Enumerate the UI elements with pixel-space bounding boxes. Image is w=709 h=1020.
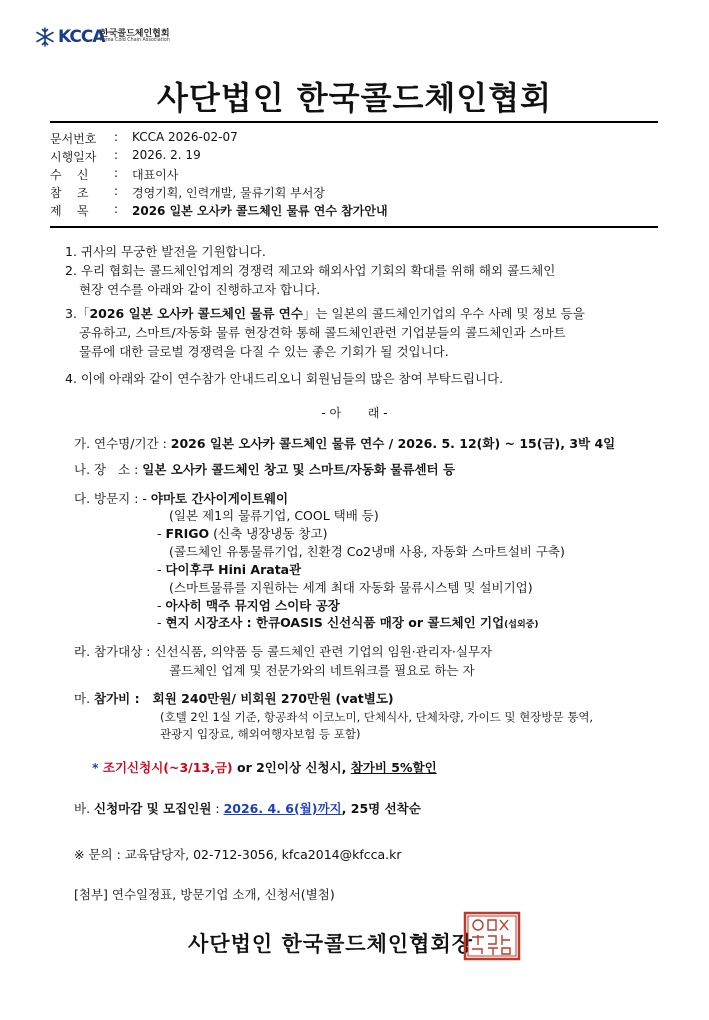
meta-subject: 2026 일본 오사카 콜드체인 물류 연수 참가안내 <box>132 204 388 218</box>
notice-heading: - 아 래 - <box>321 406 388 420</box>
paragraph-2-cont: 현장 연수를 아래와 같이 진행하고자 합니다. <box>79 282 321 297</box>
visit-note: (일본 제1의 물류기업, COOL 택배 등) <box>169 508 379 523</box>
document-meta: 문서번호 : KCCA 2026-02-07 시행일자 : 2026. 2. 19 수 신 : 대표이사 참 조 : 경영기획, 인력개발, 물류기획 부서장 제 목 : 2026 일본 오사카 콜드체인 물류 연수 참가안내 <box>50 130 388 218</box>
item-ba: 바. 신청마감 및 모집인원 : 2026. 4. 6(월)까지, 25명 선착순 <box>74 801 421 816</box>
item-ra: 라. 참가대상 : 신선식품, 의약품 등 콜드체인 관련 기업의 임원·관리자·실무자 <box>74 644 493 659</box>
visit-site: - 다이후쿠 Hini Arata관 <box>157 562 302 577</box>
meta-divider <box>50 226 658 228</box>
item-ma: 마. 참가비 : 회원 240만원/ 비회원 270만원 (vat별도) <box>74 691 394 706</box>
fee-note: (호텔 2인 1실 기준, 항공좌석 이코노미, 단체식사, 단체차량, 가이드 및 현장방문 통역, <box>160 710 594 724</box>
meta-key: 수 신 <box>50 168 89 182</box>
issuer-signature: 사단법인 한국콜드체인협회장 <box>188 932 474 956</box>
deadline-date: 2026. 4. 6(월)까지 <box>223 801 342 816</box>
item-na: 나. 장 소 : 일본 오사카 콜드체인 창고 및 스마트/자동화 물류센터 등 <box>74 462 456 477</box>
meta-value: 2026. 2. 19 <box>132 148 201 162</box>
item-da: 다. 방문지 : - 야마토 간사이게이트웨이 <box>74 491 289 506</box>
logo-korean-name: 한국콜드체인협회 <box>100 29 170 39</box>
paragraph-2: 2. 우리 협회는 콜드체인업계의 경쟁력 제고와 해외사업 기회의 확대를 위해 해외 콜드체인 <box>65 263 556 278</box>
logo-english-name: Korea Cold Chain Association <box>100 38 170 43</box>
meta-key: 문서번호 <box>50 132 97 146</box>
attachment-line: [첨부] 연수일정표, 방문기업 소개, 신청서(별첨) <box>74 887 335 902</box>
visit-site: - 현지 시장조사 : 한큐OASIS 신선식품 매장 or 콜드체인 기업(섭외중) <box>157 615 539 630</box>
meta-value: 경영기획, 인력개발, 물류기획 부서장 <box>132 186 325 200</box>
program-name: 2026 일본 오사카 콜드체인 물류 연수 <box>89 306 303 321</box>
item-ra-cont: 콜드체인 업계 및 전문가와의 네트워크를 필요로 하는 자 <box>169 663 475 678</box>
meta-value: 대표이사 <box>132 168 179 182</box>
visit-site: - FRIGO (신축 냉장냉동 창고) <box>157 526 328 541</box>
contact-info: ※ 문의 : 교육담당자, 02-712-3056, kfca2014@kfcca.kr <box>74 847 402 862</box>
document-title: 사단법인 한국콜드체인협회 <box>156 79 553 117</box>
official-seal-stamp <box>462 911 522 961</box>
logo-mark: KCCA <box>58 27 105 47</box>
visit-note: (콜드체인 유통물류기업, 친환경 Co2냉매 사용, 자동화 스마트설비 구축) <box>169 544 565 559</box>
item-ga: 가. 연수명/기간 : 2026 일본 오사카 콜드체인 물류 연수 / 2026. 5. 12(화) ~ 15(금), 3박 4일 <box>74 436 616 451</box>
fee-value: 회원 240만원/ 비회원 270만원 (vat별도) <box>152 691 394 706</box>
paragraph-3-cont: 물류에 대한 글로벌 경쟁력을 다질 수 있는 좋은 기회가 될 것입니다. <box>79 344 449 359</box>
snowflake-icon <box>33 26 57 48</box>
visit-note: (스마트물류를 지원하는 세계 최대 자동화 물류시스템 및 설비기업) <box>169 580 533 595</box>
paragraph-3: 3.「2026 일본 오사카 콜드체인 물류 연수」는 일본의 콜드체인기업의 우수 사례 및 정보 등을 <box>65 306 585 321</box>
meta-value: KCCA 2026-02-07 <box>132 130 238 144</box>
meta-key: 참 조 <box>50 186 89 200</box>
paragraph-4: 4. 이에 아래와 같이 연수참가 안내드리오니 회원님들의 많은 참여 부탁드립니다. <box>65 371 504 386</box>
meta-key: 시행일자 <box>50 150 97 164</box>
paragraph-3-cont: 공유하고, 스마트/자동화 물류 현장견학 통해 콜드체인관련 기업분들의 콜드체인과 스마트 <box>79 325 566 340</box>
visit-site: - 아사히 맥주 뮤지엄 스이타 공장 <box>157 598 340 613</box>
early-discount: * 조기신청시(~3/13,금) or 2인이상 신청시, 참가비 5%할인 <box>92 760 437 775</box>
paragraph-1: 1. 귀사의 무궁한 발전을 기원합니다. <box>65 244 266 259</box>
fee-note: 관광지 입장료, 해외여행자보험 등 포함) <box>160 727 361 741</box>
title-divider <box>50 121 658 123</box>
meta-key: 제 목 <box>50 204 89 218</box>
